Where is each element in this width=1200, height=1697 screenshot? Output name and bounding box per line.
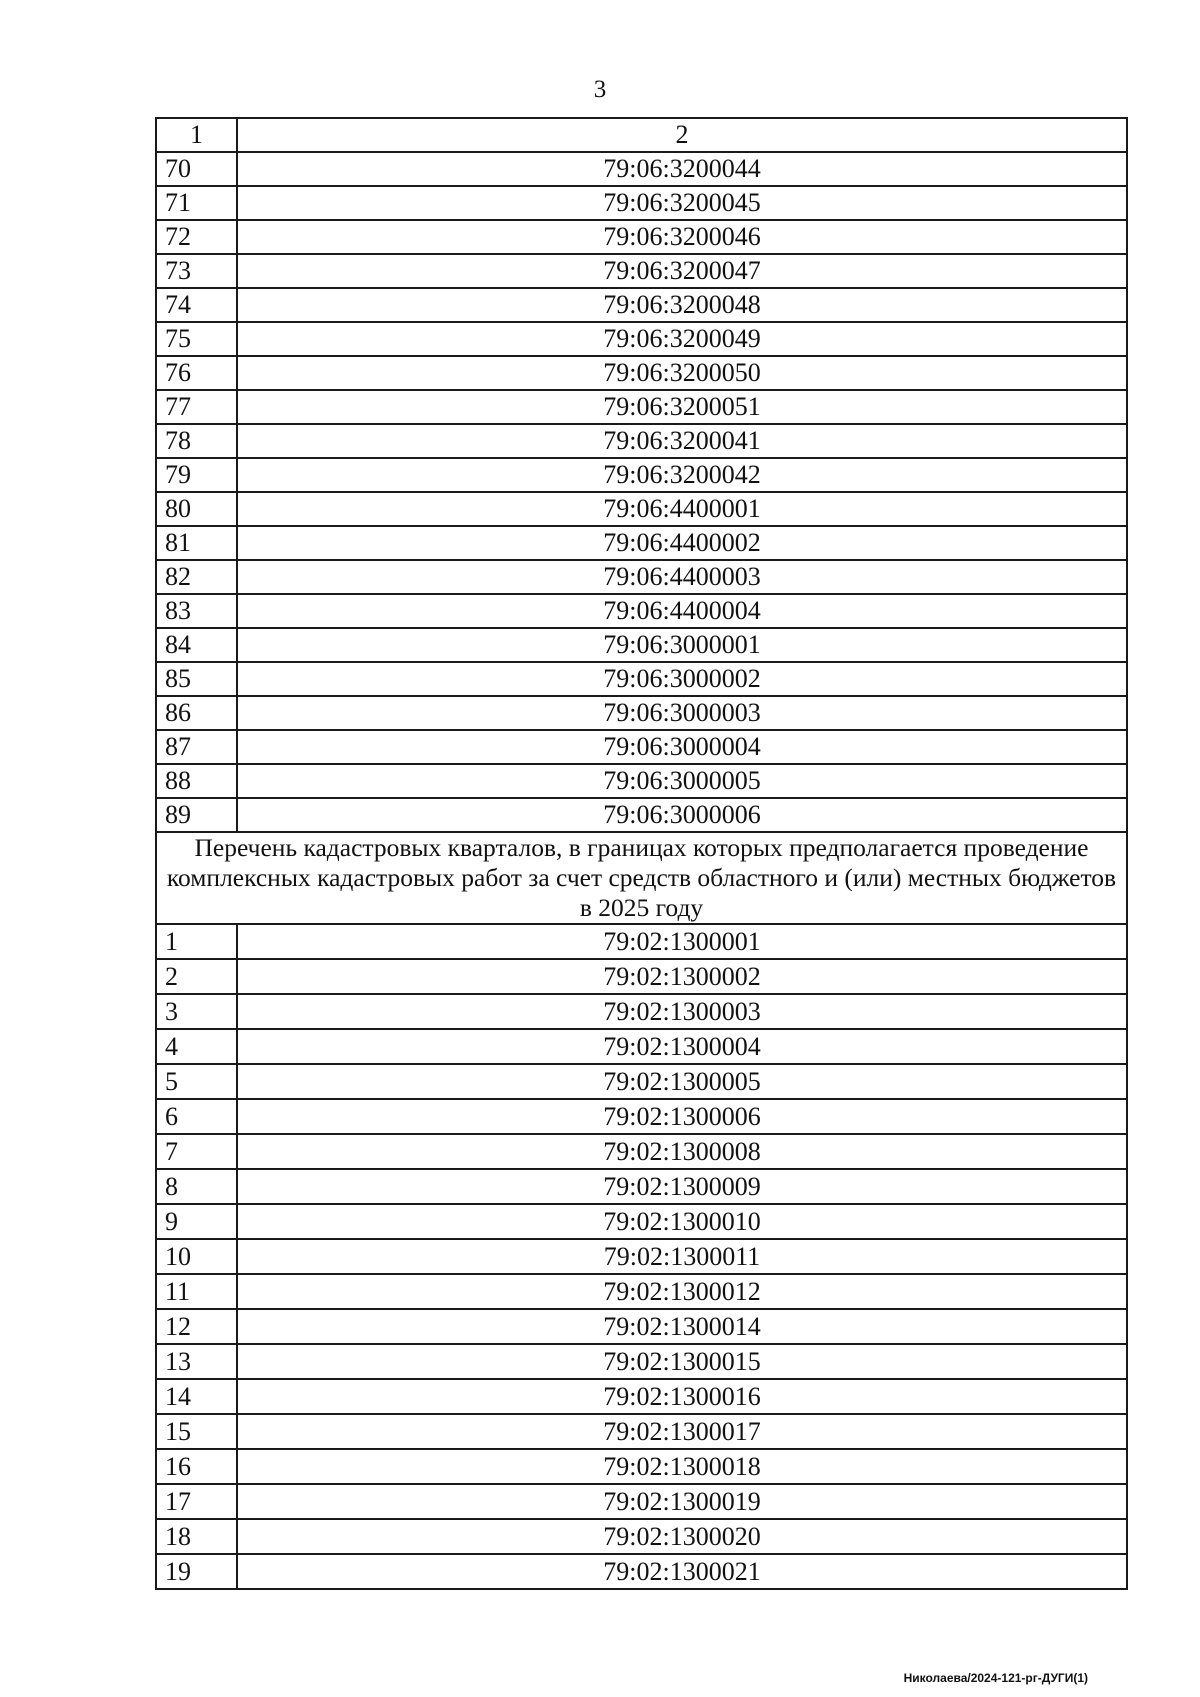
cadastral-quarters-table <box>155 117 1128 1590</box>
table-row <box>156 1064 1127 1099</box>
row-number: 73 <box>156 254 237 288</box>
table-row <box>156 492 1127 526</box>
row-number: 79 <box>156 458 237 492</box>
row-number: 77 <box>156 390 237 424</box>
section-title-row <box>156 832 1127 924</box>
table-row <box>156 1519 1127 1554</box>
cadastral-number: 79:06:3000001 <box>237 628 1127 662</box>
cadastral-number: 79:06:3000002 <box>237 662 1127 696</box>
row-number: 75 <box>156 322 237 356</box>
row-number: 10 <box>156 1239 237 1274</box>
row-number: 1 <box>156 924 237 959</box>
row-number: 86 <box>156 696 237 730</box>
table-row <box>156 1274 1127 1309</box>
row-number: 18 <box>156 1519 237 1554</box>
row-number: 8 <box>156 1169 237 1204</box>
table-row <box>156 1134 1127 1169</box>
cadastral-number: 79:06:3000006 <box>237 798 1127 832</box>
cadastral-number: 79:02:1300004 <box>237 1029 1127 1064</box>
row-number: 6 <box>156 1099 237 1134</box>
table-row <box>156 798 1127 832</box>
row-number: 5 <box>156 1064 237 1099</box>
table-row <box>156 594 1127 628</box>
cadastral-number: 79:06:3200045 <box>237 186 1127 220</box>
table-row <box>156 1554 1127 1589</box>
cadastral-number: 79:02:1300011 <box>237 1239 1127 1274</box>
cadastral-number: 79:02:1300017 <box>237 1414 1127 1449</box>
table-row <box>156 1169 1127 1204</box>
cadastral-number: 79:06:4400001 <box>237 492 1127 526</box>
cadastral-number: 79:06:4400004 <box>237 594 1127 628</box>
cadastral-number: 79:06:3200046 <box>237 220 1127 254</box>
cadastral-number: 79:02:1300016 <box>237 1379 1127 1414</box>
row-number: 9 <box>156 1204 237 1239</box>
cadastral-number: 79:06:3200049 <box>237 322 1127 356</box>
table-row <box>156 526 1127 560</box>
table-row <box>156 186 1127 220</box>
cadastral-number: 79:06:4400003 <box>237 560 1127 594</box>
table-row <box>156 924 1127 959</box>
cadastral-number: 79:02:1300021 <box>237 1554 1127 1589</box>
row-number: 82 <box>156 560 237 594</box>
row-number: 89 <box>156 798 237 832</box>
table-row <box>156 288 1127 322</box>
row-number: 14 <box>156 1379 237 1414</box>
table-row <box>156 560 1127 594</box>
table-row <box>156 1099 1127 1134</box>
row-number: 16 <box>156 1449 237 1484</box>
section-title: Перечень кадастровых кварталов, в границах которых предполагается проведение комплексных кадастровых работ за счет средств областного и (или) местных бюджетов в 2025 году <box>156 832 1127 924</box>
cadastral-number: 79:02:1300005 <box>237 1064 1127 1099</box>
table-row <box>156 356 1127 390</box>
cadastral-number: 79:06:3200050 <box>237 356 1127 390</box>
document-reference: Николаева/2024-121-рг-ДУГИ(1) <box>903 1671 1088 1685</box>
table-row <box>156 1379 1127 1414</box>
table-row <box>156 322 1127 356</box>
table-row <box>156 1309 1127 1344</box>
cadastral-number: 79:02:1300006 <box>237 1099 1127 1134</box>
cadastral-number: 79:06:3200051 <box>237 390 1127 424</box>
table-row <box>156 1484 1127 1519</box>
row-number: 3 <box>156 994 237 1029</box>
row-number: 87 <box>156 730 237 764</box>
row-number: 7 <box>156 1134 237 1169</box>
table-row <box>156 1204 1127 1239</box>
row-number: 84 <box>156 628 237 662</box>
row-number: 78 <box>156 424 237 458</box>
cadastral-number: 79:06:3200042 <box>237 458 1127 492</box>
table-row <box>156 254 1127 288</box>
row-number: 13 <box>156 1344 237 1379</box>
table-row <box>156 994 1127 1029</box>
cadastral-number: 79:02:1300010 <box>237 1204 1127 1239</box>
cadastral-number: 79:06:3200048 <box>237 288 1127 322</box>
header-cell-code: 2 <box>237 118 1127 152</box>
cadastral-number: 79:06:3200041 <box>237 424 1127 458</box>
table-row <box>156 730 1127 764</box>
cadastral-number: 79:02:1300001 <box>237 924 1127 959</box>
row-number: 74 <box>156 288 237 322</box>
table-row <box>156 220 1127 254</box>
table-row <box>156 390 1127 424</box>
row-number: 2 <box>156 959 237 994</box>
cadastral-number: 79:06:3000005 <box>237 764 1127 798</box>
table-header-row <box>156 118 1127 152</box>
row-number: 11 <box>156 1274 237 1309</box>
cadastral-number: 79:06:3000003 <box>237 696 1127 730</box>
row-number: 85 <box>156 662 237 696</box>
row-number: 80 <box>156 492 237 526</box>
row-number: 70 <box>156 152 237 186</box>
row-number: 12 <box>156 1309 237 1344</box>
table-row <box>156 696 1127 730</box>
cadastral-number: 79:02:1300002 <box>237 959 1127 994</box>
header-cell-number: 1 <box>156 118 237 152</box>
cadastral-number: 79:06:4400002 <box>237 526 1127 560</box>
cadastral-number: 79:02:1300019 <box>237 1484 1127 1519</box>
table-row <box>156 764 1127 798</box>
table-row <box>156 424 1127 458</box>
row-number: 72 <box>156 220 237 254</box>
table-row <box>156 1239 1127 1274</box>
row-number: 71 <box>156 186 237 220</box>
table-row <box>156 662 1127 696</box>
cadastral-number: 79:02:1300008 <box>237 1134 1127 1169</box>
cadastral-number: 79:06:3200047 <box>237 254 1127 288</box>
cadastral-number: 79:06:3200044 <box>237 152 1127 186</box>
table-row <box>156 628 1127 662</box>
row-number: 15 <box>156 1414 237 1449</box>
table-row <box>156 959 1127 994</box>
row-number: 19 <box>156 1554 237 1589</box>
cadastral-number: 79:02:1300018 <box>237 1449 1127 1484</box>
cadastral-number: 79:02:1300014 <box>237 1309 1127 1344</box>
table-row <box>156 1029 1127 1064</box>
row-number: 4 <box>156 1029 237 1064</box>
cadastral-number: 79:02:1300012 <box>237 1274 1127 1309</box>
table-row <box>156 458 1127 492</box>
cadastral-number: 79:02:1300015 <box>237 1344 1127 1379</box>
table-row <box>156 152 1127 186</box>
table-row <box>156 1449 1127 1484</box>
table-row <box>156 1344 1127 1379</box>
cadastral-number: 79:02:1300003 <box>237 994 1127 1029</box>
table-row <box>156 1414 1127 1449</box>
row-number: 76 <box>156 356 237 390</box>
cadastral-number: 79:02:1300009 <box>237 1169 1127 1204</box>
row-number: 81 <box>156 526 237 560</box>
row-number: 88 <box>156 764 237 798</box>
row-number: 83 <box>156 594 237 628</box>
cadastral-number: 79:02:1300020 <box>237 1519 1127 1554</box>
page-number: 3 <box>593 76 607 103</box>
row-number: 17 <box>156 1484 237 1519</box>
cadastral-number: 79:06:3000004 <box>237 730 1127 764</box>
